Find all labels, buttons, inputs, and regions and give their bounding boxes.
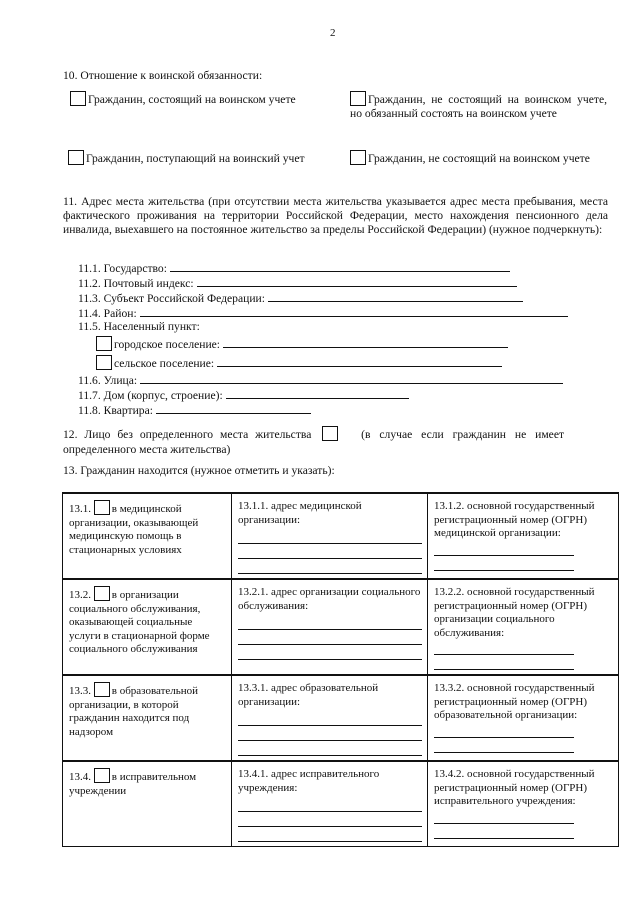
checkbox-registered[interactable] <box>70 91 86 106</box>
table-row <box>63 675 619 761</box>
field-label: сельское поселение: <box>114 357 215 370</box>
house-input[interactable] <box>226 387 409 399</box>
field-label: 11.4. Район: <box>78 307 137 320</box>
ogrn-lines[interactable] <box>434 640 613 670</box>
military-option-registered <box>70 91 325 107</box>
placement-cell <box>63 675 232 761</box>
field-urban-settlement <box>96 336 508 352</box>
checkbox-not-registered-obliged[interactable] <box>350 91 366 106</box>
ogrn-label: 13.4.2. основной государственный регистрационный номер (ОГРН) исправительного учреждения: <box>434 768 595 807</box>
field-label: 11.8. Квартира: <box>78 404 153 417</box>
urban-settlement-input[interactable] <box>223 336 508 348</box>
section-10-title: 10. Отношение к воинской обязанности: <box>63 69 263 82</box>
placement-label: в исправительном учреждении <box>69 771 197 797</box>
checkbox-medical[interactable] <box>94 500 110 515</box>
region-input[interactable] <box>268 290 523 302</box>
ogrn-label: 13.1.2. основной государственный регистрационный номер (ОГРН) медицинской организации: <box>434 500 595 539</box>
military-option-not-registered <box>350 150 607 166</box>
address-lines[interactable] <box>238 615 422 660</box>
apartment-input[interactable] <box>156 402 311 414</box>
address-cell <box>232 675 428 761</box>
ogrn-cell <box>428 493 619 579</box>
field-label: 11.7. Дом (корпус, строение): <box>78 389 223 402</box>
ogrn-lines[interactable] <box>434 723 613 753</box>
table-row <box>63 761 619 847</box>
row-number: 13.2. <box>69 589 91 601</box>
placement-cell <box>63 579 232 675</box>
checkbox-social[interactable] <box>94 586 110 601</box>
field-label: 11.1. Государство: <box>78 262 167 275</box>
field-street <box>78 372 563 388</box>
page-number: 2 <box>330 27 336 39</box>
address-label: 13.2.1. адрес организации социального обслуживания: <box>238 586 421 612</box>
address-label: 13.1.1. адрес медицинской организации: <box>238 500 362 526</box>
country-input[interactable] <box>170 260 510 272</box>
section-12 <box>63 426 608 442</box>
checkbox-enlisting[interactable] <box>68 150 84 165</box>
checkbox-urban[interactable] <box>96 336 112 351</box>
ogrn-label: 13.2.2. основной государственный регистрационный номер (ОГРН) организации социального обслуживания: <box>434 586 595 639</box>
field-label: 11.5. Населенный пункт: <box>78 320 200 333</box>
address-lines[interactable] <box>238 529 422 574</box>
placement-label: в образовательной организации, в которой гражданин находится под надзором <box>69 685 199 738</box>
field-label: 11.3. Субъект Российской Федерации: <box>78 292 265 305</box>
street-input[interactable] <box>140 372 563 384</box>
section-11-title: 11. Адрес места жительства (при отсутствии места жительства указывается адрес места пребывания, места фактического проживания на территории Российской Федерации, место нахождения пенсионного дела инвалида, выехавшего на постоянное жительство за пределы Российской Федерации) (нужное подчеркнуть): <box>63 195 608 236</box>
field-locality <box>78 320 200 334</box>
military-option-enlisting <box>68 150 320 166</box>
field-region <box>78 290 523 306</box>
placement-cell <box>63 761 232 847</box>
section-13-table <box>62 492 619 847</box>
row-number: 13.1. <box>69 503 91 515</box>
address-label: 13.4.1. адрес исправительного учреждения: <box>238 768 380 794</box>
ogrn-label: 13.3.2. основной государственный регистрационный номер (ОГРН) образовательной организации: <box>434 682 595 721</box>
address-cell <box>232 579 428 675</box>
postal-index-input[interactable] <box>197 275 517 287</box>
placement-cell <box>63 493 232 579</box>
placement-label: в медицинской организации, оказывающей медицинскую помощь в стационарных условиях <box>69 503 199 556</box>
address-cell <box>232 493 428 579</box>
address-cell <box>232 761 428 847</box>
address-lines[interactable] <box>238 797 422 842</box>
field-label: 11.6. Улица: <box>78 374 138 387</box>
field-country <box>78 260 510 276</box>
row-number: 13.4. <box>69 771 91 783</box>
field-postal-index <box>78 275 517 291</box>
ogrn-cell <box>428 761 619 847</box>
table-row <box>63 493 619 579</box>
checkbox-homeless[interactable] <box>322 426 338 441</box>
option-label: Гражданин, не состоящий на воинском учете, но обязанный состоять на воинском учете <box>350 93 607 120</box>
district-input[interactable] <box>140 305 568 317</box>
ogrn-cell <box>428 675 619 761</box>
section-12-lead: 12. Лицо без определенного места жительства <box>63 428 312 441</box>
ogrn-lines[interactable] <box>434 809 613 839</box>
field-label: городское поселение: <box>114 338 221 351</box>
checkbox-correctional[interactable] <box>94 768 110 783</box>
field-rural-settlement <box>96 355 502 371</box>
checkbox-not-registered[interactable] <box>350 150 366 165</box>
checkbox-rural[interactable] <box>96 355 112 370</box>
field-house <box>78 387 409 403</box>
rural-settlement-input[interactable] <box>217 355 502 367</box>
section-12-line2: определенного места жительства) <box>63 443 231 456</box>
ogrn-lines[interactable] <box>434 541 613 571</box>
address-label: 13.3.1. адрес образовательной организации: <box>238 682 379 708</box>
field-apartment <box>78 402 311 418</box>
table-row <box>63 579 619 675</box>
section-13-title: 13. Гражданин находится (нужное отметить и указать): <box>63 464 335 477</box>
address-lines[interactable] <box>238 711 422 756</box>
option-label: Гражданин, не состоящий на воинском учете <box>368 152 590 165</box>
checkbox-educational[interactable] <box>94 682 110 697</box>
option-label: Гражданин, состоящий на воинском учете <box>88 93 296 106</box>
field-label: 11.2. Почтовый индекс: <box>78 277 194 290</box>
ogrn-cell <box>428 579 619 675</box>
field-district <box>78 305 568 321</box>
row-number: 13.3. <box>69 685 91 697</box>
option-label: Гражданин, поступающий на воинский учет <box>86 152 305 165</box>
section-12-tail: (в случае если гражданин не имеет <box>361 428 565 441</box>
placement-label: в организации социального обслуживания, оказывающей социальные услуги в стационарной форме социального обслуживания <box>69 589 210 655</box>
military-option-not-registered-obliged <box>350 91 607 121</box>
